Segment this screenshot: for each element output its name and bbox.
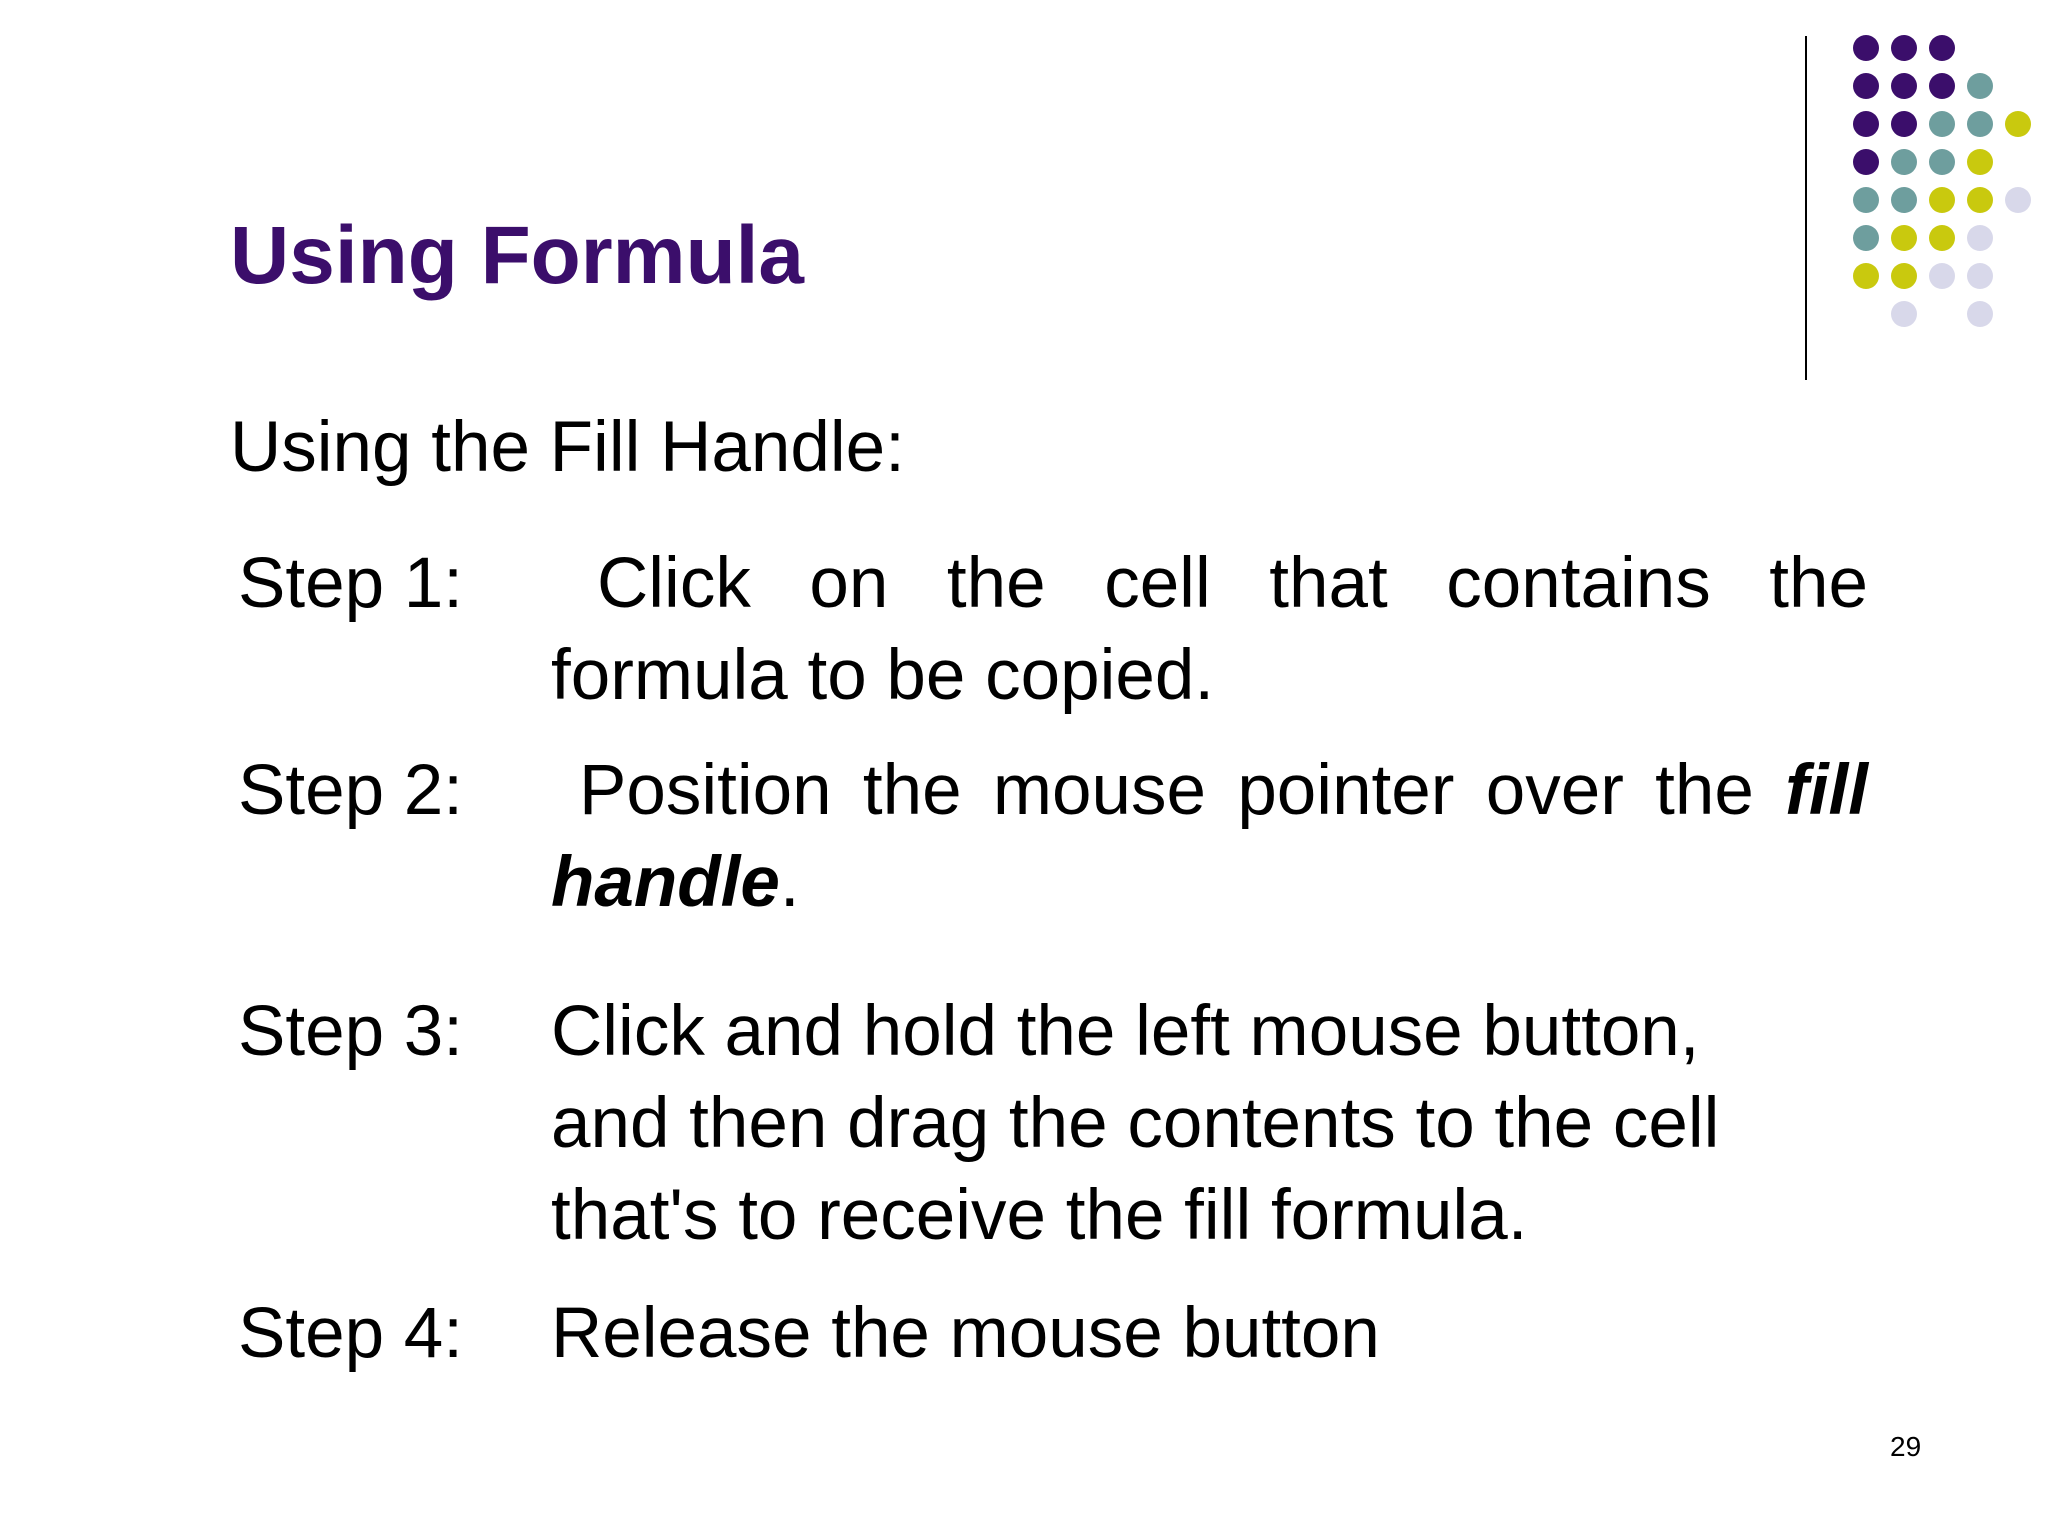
dot [1853, 187, 1879, 213]
dot [1891, 149, 1917, 175]
dot [2005, 187, 2031, 213]
dot [1967, 149, 1993, 175]
dot [1967, 73, 1993, 99]
step-2-body: Position the mouse pointer over the [579, 751, 1754, 830]
dot [1891, 263, 1917, 289]
dot-cluster [1853, 35, 2031, 327]
step-3-line-2: and then drag the contents to the cell [551, 1084, 1720, 1163]
dot [1929, 149, 1955, 175]
dot [1853, 73, 1879, 99]
dot [1891, 111, 1917, 137]
dot [1967, 301, 1993, 327]
step-1-body: Click on the cell that contains the formula to be copied. [551, 544, 1868, 715]
dot [1929, 225, 1955, 251]
step-3-text [551, 986, 1868, 1262]
dot [1929, 35, 1955, 61]
step-3-line-3: that's to receive the fill formula. [551, 1176, 1528, 1255]
slide-title: Using Formula [230, 210, 805, 301]
dot [1967, 225, 1993, 251]
dot [1853, 263, 1879, 289]
dot [1853, 35, 1879, 61]
dot [1891, 301, 1917, 327]
step-2-label: Step 2: [238, 751, 463, 830]
dot [1853, 111, 1879, 137]
dot [1891, 73, 1917, 99]
step-2-period: . [779, 843, 800, 922]
dot [1929, 187, 1955, 213]
step-1-text [551, 538, 1868, 722]
dot [1891, 187, 1917, 213]
dot [2005, 111, 2031, 137]
step-1-label: Step 1: [238, 544, 463, 623]
dot [1967, 111, 1993, 137]
step-2-text [551, 745, 1868, 929]
page-number: 29 [1890, 1431, 1922, 1462]
slide-subtitle: Using the Fill Handle: [230, 408, 905, 487]
dot [1929, 111, 1955, 137]
dot [1853, 225, 1879, 251]
dot [1929, 263, 1955, 289]
step-3-label: Step 3: [238, 992, 463, 1071]
dot [1891, 225, 1917, 251]
dot [1853, 149, 1879, 175]
dot [1929, 73, 1955, 99]
dot [1967, 263, 1993, 289]
dot [1967, 187, 1993, 213]
step-4-label: Step 4: [238, 1294, 463, 1373]
step-3-line-1: Click and hold the left mouse button, [551, 992, 1700, 1071]
fill-handle-term: fill handle [551, 751, 1868, 922]
decorative-dot-grid [0, 0, 2048, 400]
step-4-text: Release the mouse button [551, 1294, 1380, 1373]
dot [1891, 35, 1917, 61]
